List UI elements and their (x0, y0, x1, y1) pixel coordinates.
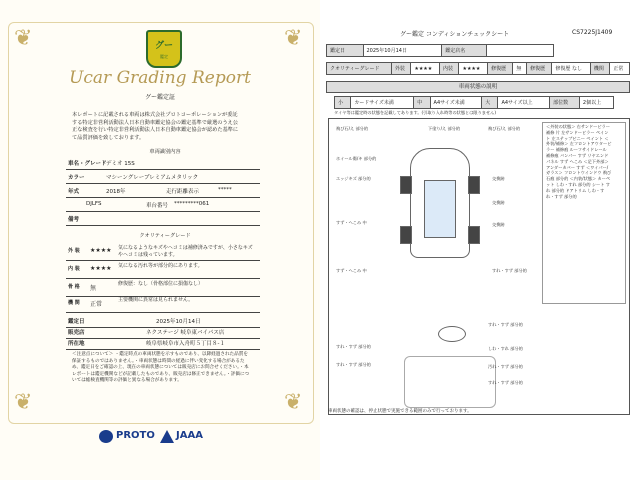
legend-text: ＜外装の状態＞ 右サンドーピラー 補修 片 左サンドーピラー ペイント 左ステップビニー ペイント ＜外装/補修＞ 左フロントアウターピラー 補修痕 ルーフサイドレール 補修痕 バンパー すず リヤエンドパネル すず へこみ ＜足下外部＞ アンダーカバー すず ＜ワイパー/ガラス＞ フロントウインドウ 飛び石痕 部分的 ＜内装/状態＞ カーペット しわ・すれ 部分的 シート すれ 部分的 ドアトリム しわ・すれ・すず 部分的 (546, 124, 612, 199)
rating-stars: ★★★★ (90, 265, 112, 272)
date-value: 2025年10月14日 (363, 45, 442, 57)
date-value: 2025年10月14日 (156, 319, 201, 325)
status-section-title: 車両状態の説明 (326, 81, 630, 93)
mileage-value: ***** (218, 187, 232, 193)
qg-label: クオリティーグレード (327, 63, 392, 75)
damage-label: 交換跡 (492, 176, 505, 181)
jaaa-logo-text: JAAA (176, 430, 203, 441)
rating-stars: ★★★★ (90, 247, 112, 254)
certificate-title: グー鑑定証 (144, 94, 175, 101)
rating-text: 修復歴：なし（骨格部位に損傷なし） (118, 281, 204, 287)
rating-text: 気になるようなキズやヘコミは補修済みですが、小さなキズやヘコミは残っています。 (118, 245, 253, 258)
rating-text: 気になる汚れ等が部分的にあります。 (118, 263, 203, 269)
qg-item-value: ★★★★ (459, 63, 488, 75)
interior-label: すれ・すず 部分的 (336, 344, 371, 349)
damage-label: エッジキズ 部分的 (336, 176, 371, 181)
color-value: マシーングレープレミアムメタリック (106, 175, 199, 181)
rating-row-frame (66, 280, 260, 297)
qg-item-value: ★★★★ (411, 63, 440, 75)
shop-label: 鑑定店名 (442, 45, 487, 57)
size-cell: 中 (414, 97, 430, 109)
ornament-top-left: ❦ (14, 26, 33, 51)
notes-text: ＜注意点について＞ ・鑑定時点の車両状態を示すものであり、以降経過された品質を保証するものではありません。・車両状態は時間の経過に伴い変化する場合があるため、鑑定日をご確認の上、現在の車両状態については販売店にお問合せください。・本レポートは鑑定機関などが記載したものであり、販売店は修正できません。・評価については総検査機関等の評価と異なる場合があります。 (72, 352, 250, 383)
proto-logo-text: PROTO (116, 430, 155, 441)
size-cell: A4サイズ未満 (430, 97, 482, 109)
size-cell: カードサイズ未満 (351, 97, 414, 109)
damage-label: 交換跡 (492, 222, 505, 227)
rating-text: 主要機関に異常は見られません。 (118, 297, 194, 303)
year-row (66, 186, 260, 198)
year-value: 2018年 (106, 189, 126, 195)
jaaa-logo-icon (160, 430, 174, 443)
qg-item-label: 内装 (439, 63, 459, 75)
size-cell: 部位数 (550, 97, 580, 109)
qg-item-value: 正常 (610, 63, 630, 75)
tire-rear-left (400, 226, 412, 244)
qg-item-label: 修復歴 (488, 63, 513, 75)
rating-stars: 無 (90, 285, 97, 292)
chassis-value: *********061 (174, 201, 210, 207)
interior-label: すれ・すず 部分的 (488, 322, 523, 327)
steering-wheel-icon (438, 326, 466, 342)
damage-label: ホイール傷/キ 部分的 (336, 156, 377, 161)
quality-section-title: クオリティーグレード (139, 233, 191, 239)
name-row (66, 158, 260, 170)
proto-logo-icon (99, 430, 113, 443)
badge-text: グー (154, 41, 173, 51)
rating-row-engine (66, 296, 260, 313)
shop-value: ネクステージ 岐阜東バイパス店 (146, 330, 225, 336)
damage-label: 下塗り/え 部分的 (428, 126, 461, 131)
size-cell: 小 (335, 97, 351, 109)
intro-text: 本レポートに記載される車両は株式会社プロトコーポレーションが委託する特定非営利活動法人日本自動車鑑定協会の鑑定基準で厳選のうえ公正な検査を行い特定非営利活動法人日本自動車鑑定協会が認めた基準にて品質評価を致しております。 (72, 112, 239, 141)
header-table (326, 44, 554, 57)
color-row (66, 172, 260, 184)
vehicle-section-title: 車両識別内容 (149, 149, 181, 155)
damage-label: すず・へこみ 中 (336, 220, 367, 225)
address-row (66, 338, 260, 350)
rating-row-interior (66, 262, 260, 279)
size-cell: 大 (482, 97, 498, 109)
rating-stars: 正常 (90, 301, 103, 308)
tire-front-left (400, 176, 412, 194)
model-value: DJLFS (86, 201, 102, 207)
rating-row-exterior (66, 244, 260, 261)
chassis-label: 車台番号 (146, 203, 169, 209)
qg-item-value: 無 (513, 63, 527, 75)
mileage-label: 走行距離表示 (166, 189, 200, 195)
damage-label: すれ・すず 部分的 (492, 268, 527, 273)
qg-item-label: 機関 (590, 63, 610, 75)
tire-rear-right (468, 226, 480, 244)
damage-label: 交換跡 (492, 200, 505, 205)
badge-subtext: 鑑定 (160, 54, 168, 59)
interior-label: すれ・すず 部分的 (336, 362, 371, 367)
size-table (334, 96, 614, 109)
qg-item-value: 修復歴 なし (552, 63, 591, 75)
qg-item-label: 外装 (391, 63, 411, 75)
size-cell: A4サイズ以上 (498, 97, 550, 109)
interior-label: すれ・すず 部分的 (488, 380, 523, 385)
ornament-bottom-right: ❦ (284, 390, 303, 415)
name-value: デミオ 15S (106, 161, 135, 167)
date-label: 鑑定日 (68, 319, 85, 325)
address-label: 所在地 (68, 341, 85, 347)
year-label: 年式 (68, 189, 80, 195)
remarks-row (66, 214, 260, 226)
condition-check-sheet (320, 0, 640, 480)
model-row (66, 200, 260, 212)
legend-note: タイヤ等は鑑定時の状態を記載してあります。(引取り入れ時等の状態とは限りません) (334, 110, 496, 115)
shop-label: 販売店 (68, 330, 85, 336)
car-roof-diagram (424, 180, 456, 238)
goo-badge-icon (146, 30, 182, 68)
date-label: 鑑定日 (327, 45, 364, 57)
report-heading: Ucar Grading Report (69, 68, 251, 88)
ornament-bottom-left: ❦ (14, 390, 33, 415)
tire-front-right (468, 176, 480, 194)
damage-label: 飛び石/え 部分的 (336, 126, 369, 131)
damage-label: すず・へこみ 中 (336, 268, 367, 273)
ornament-top-right: ❦ (284, 26, 303, 51)
name-label: 車名・グレード (68, 161, 107, 167)
interior-label: 汚れ・すず 部分的 (488, 364, 523, 369)
sheet-title: グー鑑定 コンディションチェックシート (400, 31, 510, 38)
rating-label: 内 装 (68, 266, 80, 272)
interior-label: しわ・すれ 部分的 (488, 346, 523, 351)
size-cell: 2個以上 (579, 97, 613, 109)
address-value: 岐阜県岐阜市入舟町５丁目８-１ (146, 341, 225, 347)
rating-label: 機 関 (68, 300, 80, 306)
shop-value (487, 45, 554, 57)
damage-label: 飛び石/え 部分的 (488, 126, 521, 131)
interior-seat-diagram (404, 356, 496, 408)
qg-item-label: 修復歴 (527, 63, 552, 75)
rating-label: 外 装 (68, 248, 80, 254)
color-label: カラー (68, 175, 85, 181)
remarks-label: 備考 (68, 217, 80, 223)
quality-table (326, 62, 630, 75)
rating-label: 骨 格 (68, 284, 80, 290)
sheet-footer: 車両状態の確認は、停止状態で実施できる範囲のみで行っております。 (328, 409, 472, 414)
sheet-code: CS7225J1409 (572, 29, 613, 36)
